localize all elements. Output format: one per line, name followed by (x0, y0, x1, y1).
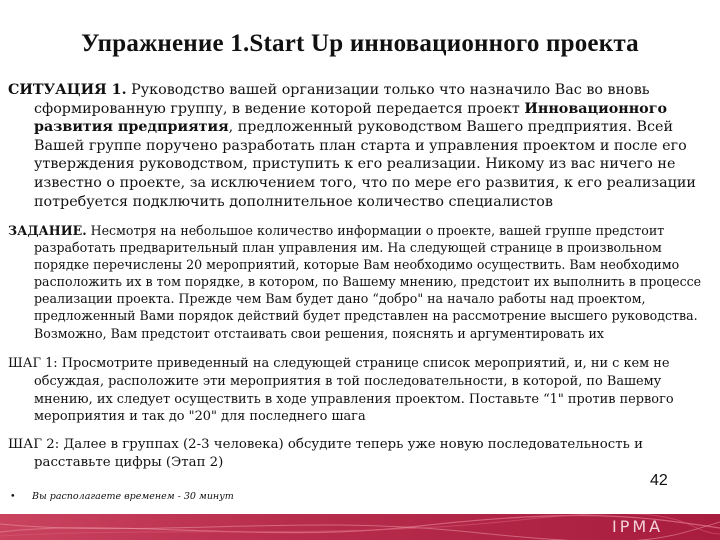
step2-text: ШАГ 2: Далее в группах (2-3 человека) обсудите теперь уже новую последовательность и расставьте цифры (Этап 2) (8, 437, 643, 471)
situation-section (8, 81, 708, 211)
bullet-marker: • (10, 491, 16, 502)
step2-section (8, 436, 708, 473)
task-label: ЗАДАНИЕ. (8, 223, 87, 238)
footer-bar (0, 514, 720, 540)
time-note-text: Вы располагаете временем - 30 минут (32, 491, 234, 502)
situation-label: СИТУАЦИЯ 1. (8, 82, 127, 98)
task-section (8, 222, 708, 342)
task-text: Несмотря на небольшое количество информации о проекте, вашей группе предстоит разработать предварительный план управления им. На следующей странице в произвольном порядке перечислены 20 мероприятий, которые Вам необходимо осуществить. Вам необходимо расположить их в том порядке, в котором, по Вашему мнению, предстоит их выполнить в процессе реализации проекта. Прежде чем Вам будет дано “добро" на начало работы над проектом, предложенный Вами порядок действий будет представлен на рассмотрение высшего руководства. Возможно, Вам предстоит отстаивать свои решения, пояснять и аргументировать их (34, 223, 702, 341)
time-note (10, 491, 234, 502)
project-name: Инновационного развития предприятия (34, 100, 667, 136)
situation-text-part2: , предложенный руководством Вашего предприятия. Всей Вашей группе поручено разработать план старта и управления проектом и после его утверждения руководством, приступить к его реализации. Никому из вас ничего не известно о проекте, за исключением того, что по мере его развития, к его реализации потребуется подключить дополнительное количество специалистов (34, 119, 696, 210)
ipma-logo: IPMA (612, 517, 664, 536)
step1-section (8, 355, 708, 426)
situation-text-part1: Руководство вашей организации только что назначило Вас во вновь сформированную группу, в ведение которой передается проект (34, 82, 650, 117)
step1-text: ШАГ 1: Просмотрите приведенный на следующей странице список мероприятий, и, ни с кем не обсуждая, расположите эти мероприятия в той последовательности, в которой, по Вашему мнению, их следует осуществить в ходе управления проектом. Поставьте “1" против первого мероприятия и так до "20" для последнего шага (8, 356, 674, 425)
slide-title: Упражнение 1.Start Up инновационного проекта (81, 30, 639, 57)
page-number: 42 (650, 472, 668, 489)
